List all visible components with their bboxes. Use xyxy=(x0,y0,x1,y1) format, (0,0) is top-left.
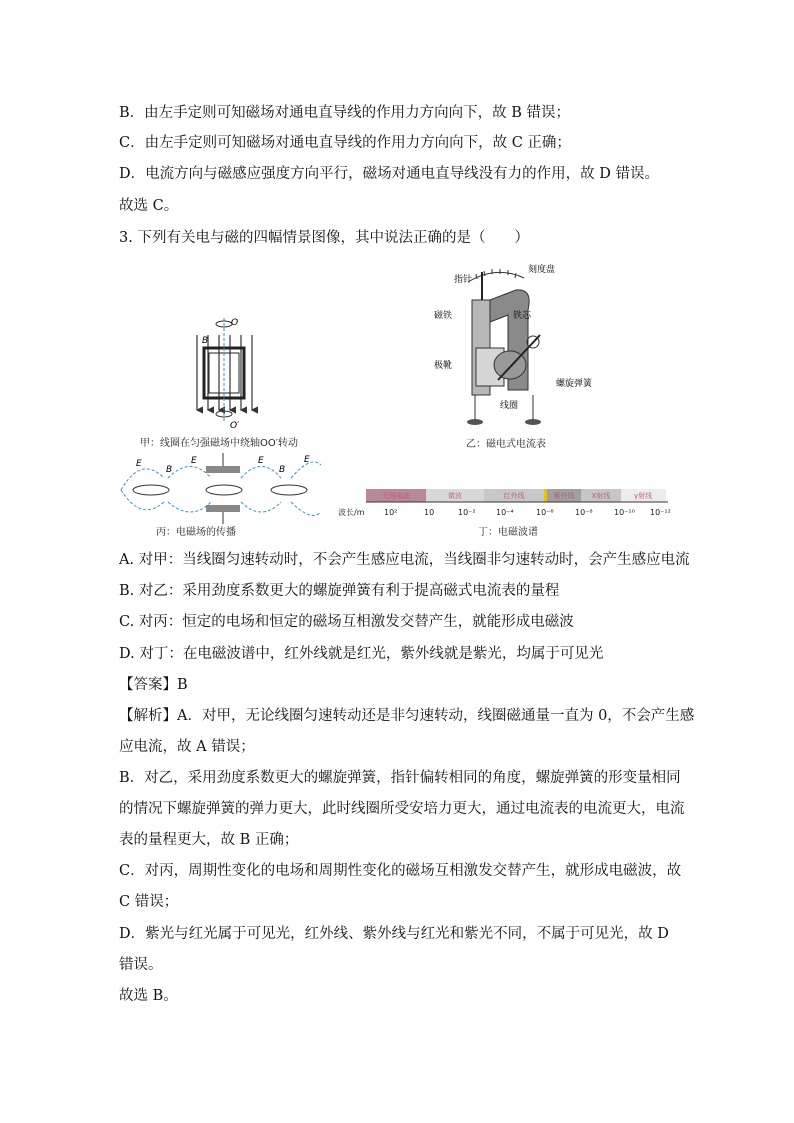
b-label-1: B xyxy=(166,465,173,475)
pointer-label: 指针 xyxy=(454,275,473,285)
axis-o-prime-label: O′ xyxy=(230,421,240,431)
magnet-label: 磁铁 xyxy=(434,311,453,321)
figure-bing xyxy=(116,450,326,540)
band-xray: X射线 xyxy=(591,492,611,500)
band-microwave: 微波 xyxy=(448,492,462,500)
text-line-d: D．电流方向与磁感应强度方向平行，磁场对通电直导线没有力的作用，故 D 错误。 xyxy=(119,166,659,182)
caption-ding: 丁：电磁波谱 xyxy=(478,527,538,538)
explanation-line-9: 错误。 xyxy=(119,957,163,973)
explanation-line-10: 故选 B。 xyxy=(119,988,178,1004)
core-label: 铁芯 xyxy=(513,311,532,321)
em-spectrum-diagram xyxy=(338,485,678,520)
figure-jia xyxy=(140,310,310,450)
tick-5: 10⁻⁸ xyxy=(575,508,593,517)
tick-4: 10⁻⁶ xyxy=(536,508,554,517)
explanation-line-3: B．对乙，采用劲度系数更大的螺旋弹簧，指针偏转相同的角度，螺旋弹簧的形变量相同 xyxy=(119,770,681,786)
e-label-1: E xyxy=(136,459,142,469)
explanation-line-5: 表的量程更大，故 B 正确； xyxy=(119,832,299,848)
explanation-line-8: D．紫光与红光属于可见光，红外线、紫外线与红光和紫光不同，不属于可见光，故 D xyxy=(119,926,669,942)
tick-6: 10⁻¹⁰ xyxy=(614,508,635,517)
explanation-line-1: 【解析】A．对甲，无论线圈匀速转动还是非匀速转动，线圈磁通量一直为 0，不会产生感 xyxy=(119,708,695,724)
dial-label: 刻度盘 xyxy=(528,265,556,275)
tick-0: 10² xyxy=(384,508,398,517)
tick-2: 10⁻² xyxy=(458,508,476,517)
option-b: B. 对乙：采用劲度系数更大的螺旋弹簧有利于提高磁式电流表的量程 xyxy=(119,583,560,599)
band-infrared: 红外线 xyxy=(503,492,525,500)
e-label-3: E xyxy=(258,456,264,466)
explanation-line-4: 的情况下螺旋弹簧的弹力更大，此时线圈所受安培力更大，通过电流表的电流更大，电流 xyxy=(119,801,685,817)
b-label-2: B xyxy=(279,465,286,475)
text-line-c: C．由左手定则可知磁场对通电直导线的作用力方向向下，故 C 正确； xyxy=(119,135,571,151)
band-gamma: γ射线 xyxy=(633,492,653,500)
e-label-2: E xyxy=(191,456,197,466)
caption-yi: 乙：磁电式电流表 xyxy=(466,439,546,450)
figure-yi xyxy=(428,260,608,450)
coil-label: 线圈 xyxy=(500,401,519,411)
explanation-line-2: 应电流，故 A 错误； xyxy=(119,739,255,755)
tick-3: 10⁻⁴ xyxy=(496,508,514,517)
option-a: A. 对甲：当线圈匀速转动时，不会产生感应电流，当线圈非匀速转动时，会产生感应电流 xyxy=(119,552,690,568)
answer: 【答案】B xyxy=(119,677,188,693)
figure-ding xyxy=(338,485,678,540)
wavelength-axis-label: 波长/m xyxy=(338,508,365,517)
b-label: B xyxy=(202,336,209,346)
tick-7: 10⁻¹² xyxy=(650,508,671,517)
question-3: 3. 下列有关电与磁的四幅情景图像，其中说法正确的是（ ） xyxy=(119,230,529,246)
explanation-line-7: C 错误； xyxy=(119,894,179,910)
text-line-b: B．由左手定则可知磁场对通电直导线的作用力方向向下，故 B 错误； xyxy=(119,105,571,121)
spring-label: 螺旋弹簧 xyxy=(556,379,593,389)
caption-bing: 丙：电磁场的传播 xyxy=(156,527,236,538)
pole-shoe-label: 极靴 xyxy=(434,361,453,371)
explanation-line-6: C．对丙，周期性变化的电场和周期性变化的磁场互相激发交替产生，就形成电磁波，故 xyxy=(119,863,682,879)
coil-in-field-diagram xyxy=(140,310,310,450)
caption-jia: 甲：线圈在匀强磁场中绕轴OO′转动 xyxy=(140,438,299,449)
em-wave-propagation-diagram xyxy=(116,450,326,525)
option-d: D. 对丁：在电磁波谱中，红外线就是红光，紫外线就是紫光，均属于可见光 xyxy=(119,646,604,662)
band-ultraviolet: 紫外线 xyxy=(553,492,575,500)
tick-1: 10 xyxy=(424,508,435,517)
axis-o-label: O xyxy=(231,318,239,328)
text-line-conclusion: 故选 C。 xyxy=(119,198,179,214)
band-radio: 无线电波 xyxy=(382,492,410,500)
option-c: C. 对丙：恒定的电场和恒定的磁场互相激发交替产生，就能形成电磁波 xyxy=(119,614,574,630)
e-label-4: E xyxy=(304,455,310,465)
galvanometer-diagram xyxy=(428,260,608,435)
